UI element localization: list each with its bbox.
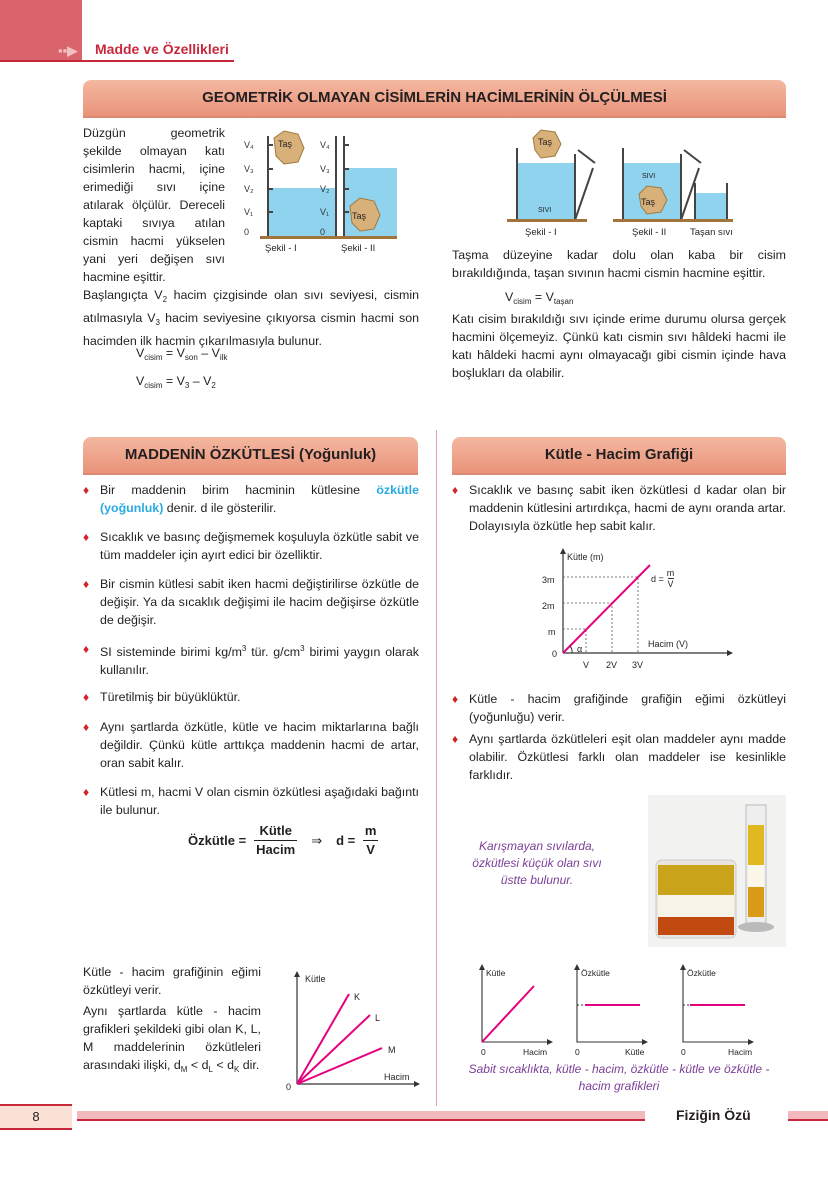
bullet-derived: ♦ Türetilmiş bir büyüklüktür. <box>83 688 419 706</box>
line-label-K: K <box>354 992 361 1002</box>
density-equation-label: d = $\frac{m}{V}$ <box>651 568 675 589</box>
liquids-photo <box>648 795 786 947</box>
axis-label: Hacim <box>384 1072 410 1082</box>
bullet-definition: ♦ Bir maddenin birim hacminin kütlesine özkütle (yoğunluk) denir. d ile gösterilir. <box>83 481 419 517</box>
svg-text:V₄: V₄ <box>244 140 254 150</box>
svg-text:V₂: V₂ <box>244 184 254 194</box>
figure-graduated-cylinders <box>232 128 397 258</box>
dissolve-text: Katı cisim bırakıldığı sıvı içinde erime durumu olursa gerçek hacmini ölçemeyiz. Çünkü katı cismin sıvı hâldeki hacmi ile katı hâldeki hacmi aynı olmayacağı gibi cismin içinde hava boşlukları da olabilir. <box>452 312 786 380</box>
small-graph-xlabel: Kütle <box>625 1047 645 1057</box>
liquid-label: SIVI <box>642 173 656 180</box>
small-graph-origin: 0 <box>481 1047 486 1057</box>
formula-overflow: $V_{cisim} = V_{taşan}$ <box>505 290 574 306</box>
figure-caption: Şekil - I <box>265 243 297 254</box>
small-graph-ylabel: Özkütle <box>581 968 610 978</box>
svg-text:V₃: V₃ <box>320 164 330 174</box>
small-graph-ylabel: Kütle <box>486 968 506 978</box>
bullet-proportional: ♦ Sıcaklık ve basınç sabit iken özkütlesi d kadar olan bir maddenin kütlesini artırdıkça, hacmi de aynı oranda artar. Dolayısıyla özkütle hep sabit kalır. <box>452 481 786 535</box>
footer-rule-right <box>788 1111 828 1121</box>
stone-label: Taş <box>278 139 293 149</box>
line-K <box>297 994 349 1084</box>
formula-volume-difference: $V_{cisim} = V_{son} - V_{ilk}$ <box>136 346 228 362</box>
small-graph-origin: 0 <box>681 1047 686 1057</box>
line-label-M: M <box>388 1045 396 1055</box>
figure-caption: Şekil - II <box>341 243 376 254</box>
x-axis-label: Hacim (V) <box>648 639 688 649</box>
bullet-si-unit: ♦ SI sisteminde birimi $kg/m^3$ tür. $g/cm^3$ birimi yaygın olarak kullanılır. <box>83 640 419 679</box>
bullet-slope: ♦ Kütle - hacim grafiğinde grafiğin eğimi özkütleyi (yoğunluğu) verir. <box>452 690 786 726</box>
page-number-box <box>0 1104 72 1130</box>
x-tick: V <box>583 660 590 670</box>
small-graphs <box>470 962 770 1057</box>
density-formula: Özkütle = Kütle Hacim ⇒ d = $\frac{m}{V}$ <box>188 823 377 857</box>
svg-text:V₁: V₁ <box>244 207 254 217</box>
svg-text:V₁: V₁ <box>320 207 330 217</box>
overflow-text: Taşma düzeyine kadar dolu olan kaba bir cisim bırakıldığında, taşan sıvının hacmi cismin hacmine eşittir. <box>452 248 786 280</box>
arrow-icon: ▪▪▶ <box>58 43 78 58</box>
bullet-formula-intro: ♦ Kütlesi m, hacmi V olan cismin özkütlesi aşağıdaki bağıntı ile bulunur. <box>83 783 419 819</box>
section-title-density: MADDENİN ÖZKÜTLESİ (Yoğunluk) <box>83 437 418 473</box>
bullet-same-density: ♦ Aynı şartlarda özkütleleri eşit olan maddeler aynı madde olabilir. Özkütlesi farklı olan maddeler ise kesinlikle farklıdır. <box>452 730 786 784</box>
svg-text:V₄: V₄ <box>320 140 330 150</box>
svg-text:0: 0 <box>320 227 326 237</box>
book-title: Fiziğin Özü <box>676 1107 751 1123</box>
initial-level-text: Başlangıçta $V_2$ hacim çizgisinde olan sıvı seviyesi, cismin atılmasıyla $V_3$ hacim seviyesine çıkıyorsa cismin hacmi son hacimden ilk hacmin çıkarılmasıyla bulunur. <box>83 288 420 348</box>
figure-caption: Şekil - I <box>525 227 557 238</box>
small-graph-xlabel: Hacim <box>523 1047 548 1057</box>
bullet-independent: ♦ Aynı şartlarda özkütle, kütle ve hacim miktarlarına bağlı değildir. Çünkü kütle arttıkça maddenin hacmi de artar, oran sabit kalır. <box>83 718 419 772</box>
small-graph-ylabel: Özkütle <box>687 968 716 978</box>
line-L <box>297 1015 370 1084</box>
svg-text:V₃: V₃ <box>244 164 254 174</box>
photo-note: Karışmayan sıvılarda, özkütlesi küçük olan sıvı üstte bulunur. <box>472 839 602 887</box>
svg-text:0: 0 <box>244 227 250 237</box>
stone-label: Taş <box>641 197 656 207</box>
intro-text: Düzgün geometrik şekilde olmayan katı cisimlerin hacmi, içine erimediği sıvı içine atılarak ölçülür. Dereceli kaptaki sıvıya atılan cismin hacmi yükselen yani yeri değişen sıvı hacmine eşittir. <box>83 126 225 284</box>
chapter-title: Madde ve Özellikleri <box>95 41 229 57</box>
stone-label: Taş <box>538 137 553 147</box>
slope-text: Kütle - hacim grafiğinin eğimi özkütleyi verir. <box>83 965 261 997</box>
graphs-caption: Sabit sıcaklıkta, kütle - hacim, özkütle - kütle ve özkütle - hacim grafikleri <box>468 1062 770 1093</box>
liquid-label: SIVI <box>538 207 552 214</box>
header-rule <box>0 60 234 62</box>
formula-v3-v2: $V_{cisim} = V_3 - V_2$ <box>136 374 216 390</box>
y-tick: m <box>548 627 556 637</box>
y-tick: 0 <box>552 649 558 659</box>
small-graph-xlabel: Hacim <box>728 1047 753 1057</box>
mass-volume-line <box>482 986 534 1042</box>
origin-label: 0 <box>286 1082 292 1092</box>
line-label-L: L <box>375 1013 381 1023</box>
small-graph-origin: 0 <box>575 1047 580 1057</box>
svg-text:V₂: V₂ <box>320 184 330 194</box>
line-M <box>297 1048 382 1084</box>
alpha-label: α <box>577 644 583 654</box>
bullet-volume-change: ♦ Bir cismin kütlesi sabit iken hacmi değiştirilirse özkütle de değişir. Ya da sıcaklık değişimi ile hacim değişirse özkütle de değişir. <box>83 575 419 629</box>
y-tick: 2m <box>542 601 555 611</box>
section-title-mass-volume: Kütle - Hacim Grafiği <box>452 437 786 473</box>
x-tick: 3V <box>632 660 644 670</box>
x-tick: 2V <box>606 660 618 670</box>
figure-caption: Şekil - II <box>632 227 667 238</box>
stone-label: Taş <box>352 211 367 221</box>
footer-rule <box>77 1111 645 1121</box>
section-title-geometric: GEOMETRİK OLMAYAN CİSİMLERİN HACİMLERİNİN ÖLÇÜLMESİ <box>83 80 786 116</box>
page-number: 8 <box>32 1109 40 1124</box>
klm-relation-text: Aynı şartlarda kütle - hacim grafikleri şekildeki gibi olan K, L, M maddelerinin özkütleleri arasındaki ilişki, $d_M < d_L < d_K$ dir. <box>83 1004 261 1074</box>
y-tick: 3m <box>542 575 555 585</box>
y-axis-label: Kütle (m) <box>567 552 604 562</box>
column-divider <box>436 430 437 1106</box>
bullet-constant: ♦ Sıcaklık ve basınç değişmemek koşuluyla özkütle sabit ve tüm maddeler için ayırt edici bir özelliktir. <box>83 528 419 564</box>
figure-caption: Taşan sıvı <box>690 227 733 238</box>
axis-label: Kütle <box>305 974 326 984</box>
